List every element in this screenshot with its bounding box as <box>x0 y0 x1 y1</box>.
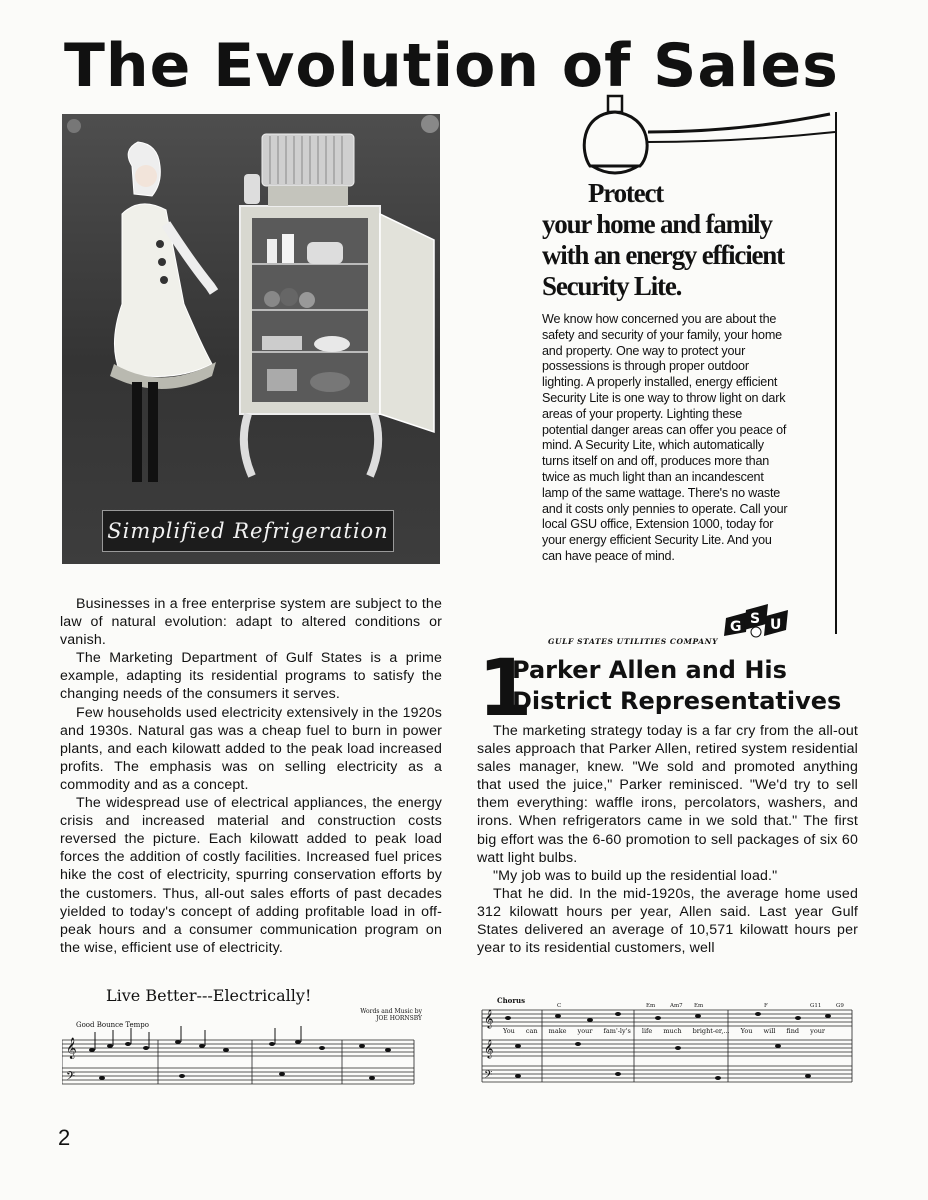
svg-text:𝄞: 𝄞 <box>484 1039 494 1058</box>
svg-text:𝄢: 𝄢 <box>484 1069 493 1084</box>
photo-caption: Simplified Refrigeration <box>102 510 394 552</box>
logo-letter: U <box>770 617 782 633</box>
left-column-text <box>60 595 442 957</box>
section-heading <box>512 655 872 717</box>
logo-letter: S <box>750 611 761 627</box>
ad-headline-line: Security Lite. <box>542 271 682 301</box>
chord-symbol: Em <box>694 1003 704 1009</box>
logo-letter: G <box>730 619 742 635</box>
sheet-music-title: Live Better---Electrically! <box>106 986 312 1005</box>
article-paragraph: That he did. In the mid-1920s, the average home used 312 kilowatt hours per year, Allen said. Last year Gulf States delivered an average of 10,571 kilowatt hours per year to its residential customers, well <box>477 885 858 957</box>
gsu-logo <box>720 604 790 640</box>
page-title: The Evolution of Sales <box>64 31 839 101</box>
ad-headline-line: Protect <box>588 178 664 208</box>
lamp-pole <box>835 112 837 634</box>
section-heading-line: Parker Allen and His <box>512 656 787 684</box>
left-paragraph: Few households used electricity extensively in the 1920s and 1930s. Natural gas was a cheap fuel to burn in power plants, and each kilowatt added to the peak load increased profits. The emphasis was on selling electricity as a commodity and as a concept. <box>60 704 442 793</box>
sheet-music-credit <box>322 1008 422 1022</box>
section-number: 1 <box>478 644 533 734</box>
company-name: GULF STATES UTILITIES COMPANY <box>548 637 719 646</box>
refrigerator-photo <box>62 114 440 564</box>
page-number: 2 <box>58 1125 71 1150</box>
security-lamp-icon <box>560 92 840 182</box>
tempo-marking: Good Bounce Tempo <box>76 1021 149 1029</box>
chorus-lyrics: You can make your fam'-ly's life much bright-er,... You will find your <box>503 1027 826 1035</box>
article-paragraph: "My job was to build up the residential load." <box>493 867 778 884</box>
chord-symbol: Em <box>646 1003 656 1009</box>
ad-headline-line: your home and family <box>542 209 772 239</box>
ad-headline <box>542 178 832 302</box>
sheet-music-right <box>478 996 858 1088</box>
chorus-label: Chorus <box>497 996 526 1005</box>
svg-text:𝄞: 𝄞 <box>484 1009 494 1028</box>
chord-symbol: C <box>557 1003 562 1009</box>
credit-line: JOE HORNSBY <box>376 1015 422 1022</box>
ad-body-text: We know how concerned you are about the safety and security of your family, your home and property. One way to protect your possessions is through proper outdoor lighting. A properly installed, energy efficient Security Lite is one way to throw light on dark areas of your property. Lighting these potential danger areas can offer you peace of mind. A Security Lite, which automatically turns itself on and off, produces more than twice as much light than an incandescent lamp of the same wattage. There's no waste and it costs only pennies to operate. Call your local GSU office, Extension 1000, today for your energy efficient Security Lite. And you can have peace of mind. <box>542 312 788 563</box>
svg-text:𝄢: 𝄢 <box>66 1070 76 1086</box>
svg-text:𝄞: 𝄞 <box>66 1038 77 1059</box>
right-column-text <box>477 722 858 957</box>
section-heading-line: District Representatives <box>512 687 842 715</box>
left-paragraph: The Marketing Department of Gulf States is a prime example, adapting its residential programs to satisfy the changing needs of the consumers it serves. <box>60 650 442 703</box>
credit-line: Words and Music by <box>360 1008 422 1015</box>
left-paragraph: The widespread use of electrical appliances, the energy crisis and increased material and construction costs reversed the picture. Each kilowatt added to peak load forces the addition of costly facilities. Increased fuel prices hike the cost of electricity, spurring conservation efforts by the customers. Thus, all-out sales efforts of past decades yielded to today's concept of adding profitable load in off-peak hours and a consumer communication program on the wise, efficient use of electricity. <box>60 795 442 956</box>
left-paragraph: Businesses in a free enterprise system are subject to the law of natural evolution: adapt to altered conditions or vanish. <box>60 596 442 649</box>
article-paragraph: The marketing strategy today is a far cry from the all-out sales approach that Parker Allen, retired system residential sales manager, knew. "We sold and promoted anything that used the juice," Parker reminisced. "We'd try to sell them everything: waffle irons, percolators, washers, and irons. When refrigerators came in we sold that." The first big effort was the 6-60 promotion to sell packages of six 60 watt light bulbs. <box>477 723 858 866</box>
chord-symbol: G9 <box>836 1003 844 1009</box>
ad-headline-line: with an energy efficient <box>542 240 784 270</box>
refrigerator-illustration <box>62 114 440 564</box>
chord-symbol: Am7 <box>670 1003 683 1009</box>
chord-symbol: G11 <box>810 1003 822 1009</box>
chord-symbol: F <box>764 1003 768 1009</box>
